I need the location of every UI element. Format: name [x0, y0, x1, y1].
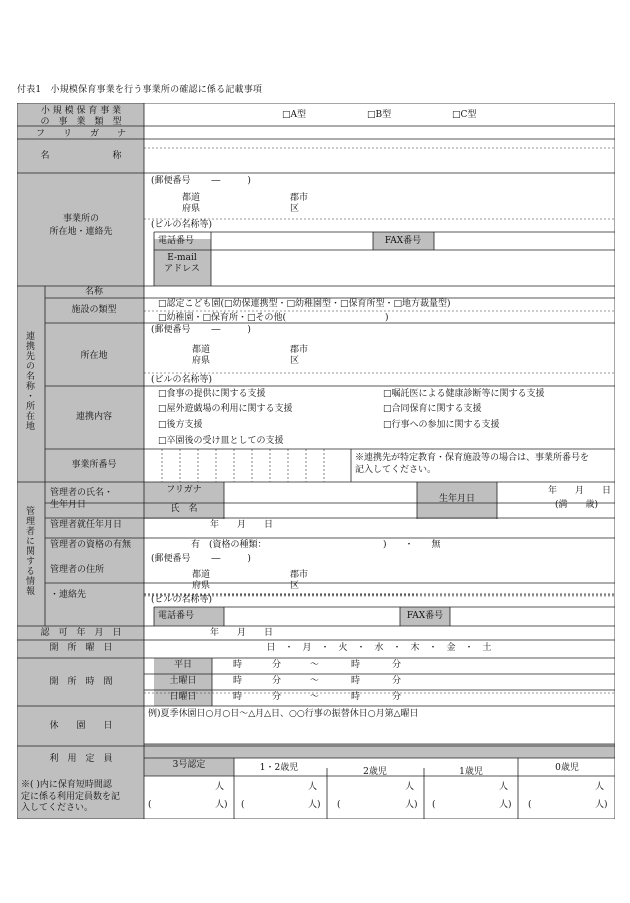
partner-address-label: 所在地	[80, 351, 108, 361]
hours-fun: 分	[392, 676, 402, 686]
partner-name-label: 名称	[84, 287, 104, 297]
partner-office-no-note: ※連携先が特定教育・保育施設等の場合は、事業所番号を 記入してください。	[355, 453, 590, 476]
hours-ji: 時	[351, 692, 361, 702]
hours-row-sunday: 日曜日	[169, 692, 197, 702]
manager-shimei: 氏 名	[170, 504, 198, 514]
hours-kara: ～	[310, 660, 320, 670]
hours-fun: 分	[272, 676, 282, 686]
hours-kara: ～	[310, 676, 320, 686]
manager-start-label: 管理者就任年月日	[50, 520, 123, 530]
hours-ji: 時	[351, 676, 361, 686]
business-type-label: 小 規 模 保 育 事 業 の 事 業 類 型	[40, 106, 122, 128]
capacity-person: 人	[595, 782, 605, 792]
office-fax-label: FAX番号	[384, 236, 422, 246]
type-a-checkbox[interactable]: □A型	[282, 110, 307, 120]
partner-content-label: 連携内容	[75, 412, 113, 422]
office-address-label: 事業所の 所在地・連絡先	[49, 214, 113, 237]
content-item-events[interactable]: □行事への参加に関する支援	[383, 420, 500, 430]
manager-addr-label1: 管理者の住所	[50, 565, 105, 575]
manager-building: (ビルの名称等)	[151, 595, 213, 605]
capacity-person: 人	[499, 782, 509, 792]
capacity-paren-close: 人)	[595, 800, 608, 810]
capacity-age12: 1・2歳児	[259, 763, 299, 773]
partner-office-no-label: 事業所番号	[71, 460, 117, 470]
capacity-person: 人	[215, 782, 225, 792]
approval-label: 認 可 年 月 日	[40, 628, 122, 638]
content-item-playground[interactable]: □屋外遊戯場の利用に関する支援	[158, 404, 293, 414]
hours-fun: 分	[392, 660, 402, 670]
office-name-label: 名 称	[40, 151, 122, 161]
holiday-label: 休 園 日	[49, 721, 113, 731]
capacity-paren-open: (	[528, 800, 532, 810]
content-item-backup[interactable]: □後方支援	[158, 420, 203, 430]
partner-building: (ビルの名称等)	[151, 375, 213, 385]
hours-kara: ～	[310, 692, 320, 702]
capacity-label: 利 用 定 員	[49, 754, 113, 764]
capacity-note: ※( )内に保育短時間認 定に係る利用定員数を記 入してください。	[21, 780, 121, 814]
office-email-label: E-mail アドレス	[164, 253, 200, 275]
open-days-value: 日 ・ 月 ・ 火 ・ 水 ・ 木 ・ 金 ・ 土	[266, 643, 492, 653]
manager-tel-label: 電話番号	[158, 611, 195, 621]
content-item-graduation[interactable]: □卒園後の受け皿としての支援	[158, 436, 284, 446]
partner-postal: (郵便番号 ― )	[151, 325, 251, 335]
partner-side-label: 連携先の名称・所在地	[24, 331, 34, 431]
partner-facility-label: 施設の類型	[71, 305, 117, 315]
manager-birth-value: 年 月 日	[548, 486, 612, 496]
capacity-paren-open: (	[148, 800, 152, 810]
capacity-paren-open: (	[432, 800, 436, 810]
hours-ji: 時	[233, 660, 243, 670]
capacity-paren-close: 人)	[215, 800, 228, 810]
content-item-joint-care[interactable]: □合同保育に関する支援	[383, 404, 482, 414]
capacity-age1: 1歳児	[459, 767, 483, 777]
content-item-health[interactable]: □嘱託医による健康診断等に関する支援	[383, 389, 545, 399]
capacity-cert3: 3号認定	[172, 760, 206, 770]
manager-age-value: (満 歳)	[555, 500, 599, 510]
office-number-boxes	[162, 449, 324, 482]
hours-ji: 時	[351, 660, 361, 670]
capacity-paren-close: 人)	[499, 800, 512, 810]
office-building: (ビルの名称等)	[151, 220, 213, 230]
manager-shiku: 郡市 区	[290, 570, 309, 591]
document-title: 付表1 小規模保育事業を行う事業所の確認に係る記載事項	[17, 85, 263, 95]
type-c-checkbox[interactable]: □C型	[452, 110, 477, 120]
manager-furigana: フリガナ	[166, 485, 202, 495]
manager-postal: (郵便番号 ― )	[151, 554, 251, 564]
partner-facility-line1[interactable]: □認定こども園(□幼保連携型・□幼稚園型・□保育所型・□地方裁量型)	[158, 299, 451, 309]
furigana-label: フ リ ガ ナ	[35, 129, 127, 139]
partner-facility-line2[interactable]: □幼稚園・□保育所・□その他( )	[158, 313, 389, 323]
office-todofuken: 都道 府県	[182, 193, 201, 214]
approval-value: 年 月 日	[210, 628, 274, 638]
partner-todofuken: 都道 府県	[192, 345, 211, 366]
hours-row-weekday: 平日	[173, 660, 193, 670]
type-b-checkbox[interactable]: □B型	[367, 110, 392, 120]
manager-qual-close: ) ・ 無	[383, 540, 441, 550]
hours-ji: 時	[233, 676, 243, 686]
manager-addr-label2: ・連絡先	[50, 590, 87, 600]
office-shiku: 郡市 区	[290, 193, 309, 214]
capacity-paren-close: 人)	[308, 800, 321, 810]
hours-ji: 時	[233, 692, 243, 702]
manager-qual-yes: 有 (資格の種類：	[191, 540, 267, 550]
manager-name-label: 管理者の氏名・ 生年月日	[50, 488, 114, 511]
content-item-food[interactable]: □食事の提供に関する支援	[158, 389, 266, 399]
form-table	[17, 103, 615, 819]
open-days-label: 開 所 曜 日	[49, 643, 113, 653]
capacity-paren-close: 人)	[405, 800, 418, 810]
capacity-person: 人	[308, 782, 318, 792]
capacity-person: 人	[405, 782, 415, 792]
capacity-age0: 0歳児	[555, 763, 579, 773]
office-tel-label: 電話番号	[158, 236, 195, 246]
hours-fun: 分	[272, 660, 282, 670]
manager-todofuken: 都道 府県	[192, 570, 211, 591]
hours-fun: 分	[272, 692, 282, 702]
capacity-age2: 2歳児	[363, 767, 387, 777]
hours-row-saturday: 土曜日	[169, 676, 197, 686]
hours-label: 開 所 時 間	[49, 677, 113, 687]
manager-qual-label: 管理者の資格の有無	[50, 540, 132, 550]
manager-start-value: 年 月 日	[210, 520, 274, 530]
hours-fun: 分	[392, 692, 402, 702]
partner-shiku: 郡市 区	[290, 345, 309, 366]
manager-side-label: 管理者に関する情報	[24, 506, 34, 596]
office-postal: (郵便番号 ― )	[151, 176, 251, 186]
capacity-paren-open: (	[337, 800, 341, 810]
capacity-paren-open: (	[241, 800, 245, 810]
manager-fax-label: FAX番号	[406, 611, 444, 621]
holiday-example: 例)夏季休園日○月○日～△月△日、○○行事の振替休日○月第△曜日	[148, 709, 419, 719]
manager-birth-label: 生年月日	[438, 494, 476, 504]
